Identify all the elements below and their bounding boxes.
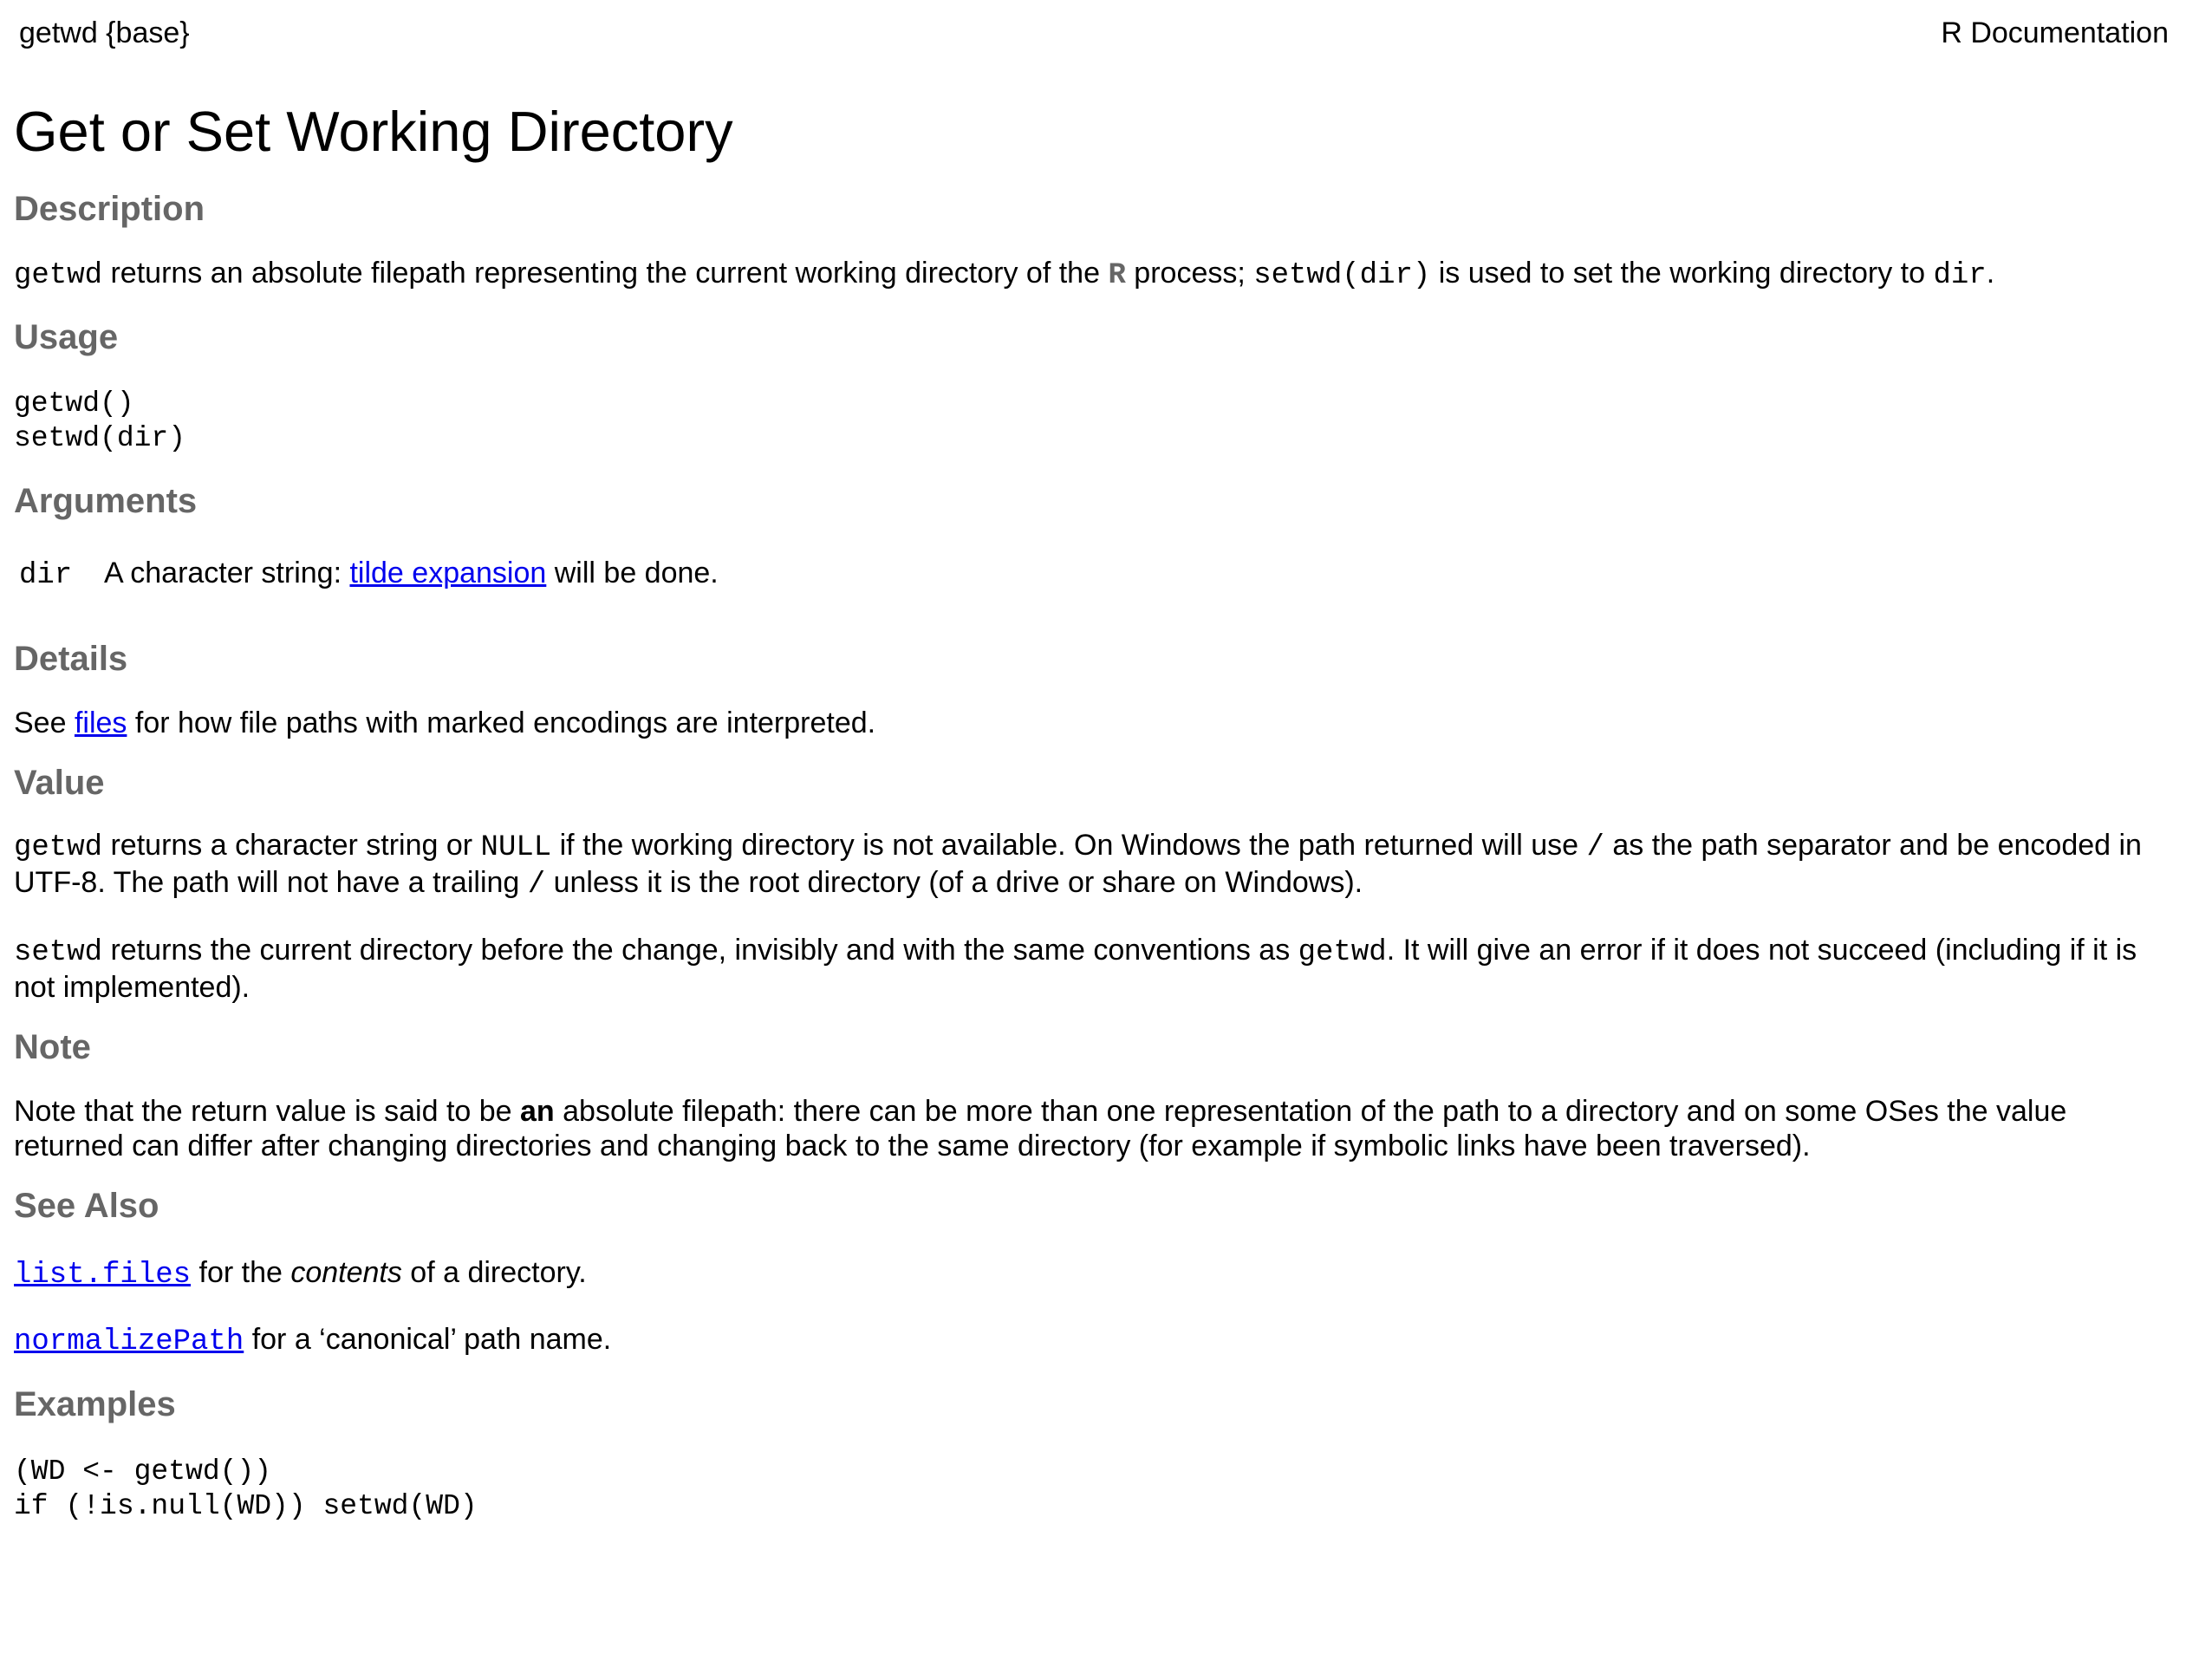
- argument-description: A character string: tilde expansion will be done.: [104, 557, 719, 589]
- description-heading: Description: [14, 190, 205, 228]
- see-also-item-2: normalizePath for a ‘canonical’ path name.: [14, 1323, 612, 1358]
- see-also-item-1: list.files for the contents of a directory.: [14, 1256, 587, 1292]
- usage-heading: Usage: [14, 318, 119, 356]
- list-files-link[interactable]: list.files: [14, 1259, 192, 1292]
- examples-heading: Examples: [14, 1385, 176, 1423]
- argument-row: [14, 556, 2172, 593]
- page-title: Get or Set Working Directory: [14, 100, 733, 163]
- normalize-path-link[interactable]: normalizePath: [14, 1325, 244, 1358]
- topic-label: getwd {base}: [19, 16, 190, 49]
- note-heading: Note: [14, 1028, 91, 1066]
- value-paragraph-2: setwd returns the current directory before the change, invisibly and with the same conventions as getwd. It will give an error if it does not succeed (including if it is not implemented).: [14, 934, 2137, 1004]
- value-heading: Value: [14, 764, 105, 802]
- details-text: See files for how file paths with marked encodings are interpreted.: [14, 707, 876, 739]
- page-header: [14, 0, 2172, 50]
- arguments-heading: Arguments: [14, 482, 198, 520]
- value-paragraph-1: getwd returns a character string or NULL if the working directory is not available. On Windows the path returned will use / as the path separator and be encoded in UTF-8. The path will not have a trailing / unless it is the root directory (of a drive or share on Windows).: [14, 829, 2142, 902]
- code-dir: dir: [1933, 259, 1987, 292]
- r-symbol: R: [1108, 259, 1126, 292]
- documentation-label: R Documentation: [1941, 16, 2169, 49]
- code-getwd: getwd: [14, 259, 103, 292]
- examples-code: (WD <- getwd()) if (!is.null(WD)) setwd(WD): [14, 1455, 478, 1522]
- argument-name: dir: [19, 559, 73, 592]
- details-heading: Details: [14, 640, 128, 678]
- code-setwd-dir: setwd(dir): [1253, 259, 1431, 292]
- note-text: Note that the return value is said to be an absolute filepath: there can be more than one representation of the path to a directory and on some OSes the value returned can differ after changing directories and changing back to the same directory (for example if symbolic links have been traversed).: [14, 1095, 2067, 1162]
- description-text: getwd returns an absolute filepath representing the current working directory of the R process; setwd(dir) is used to set the working directory to dir.: [14, 257, 1995, 292]
- files-link[interactable]: files: [74, 707, 127, 739]
- usage-code: getwd() setwd(dir): [14, 387, 186, 454]
- tilde-expansion-link[interactable]: tilde expansion: [349, 557, 547, 589]
- see-also-heading: See Also: [14, 1187, 159, 1225]
